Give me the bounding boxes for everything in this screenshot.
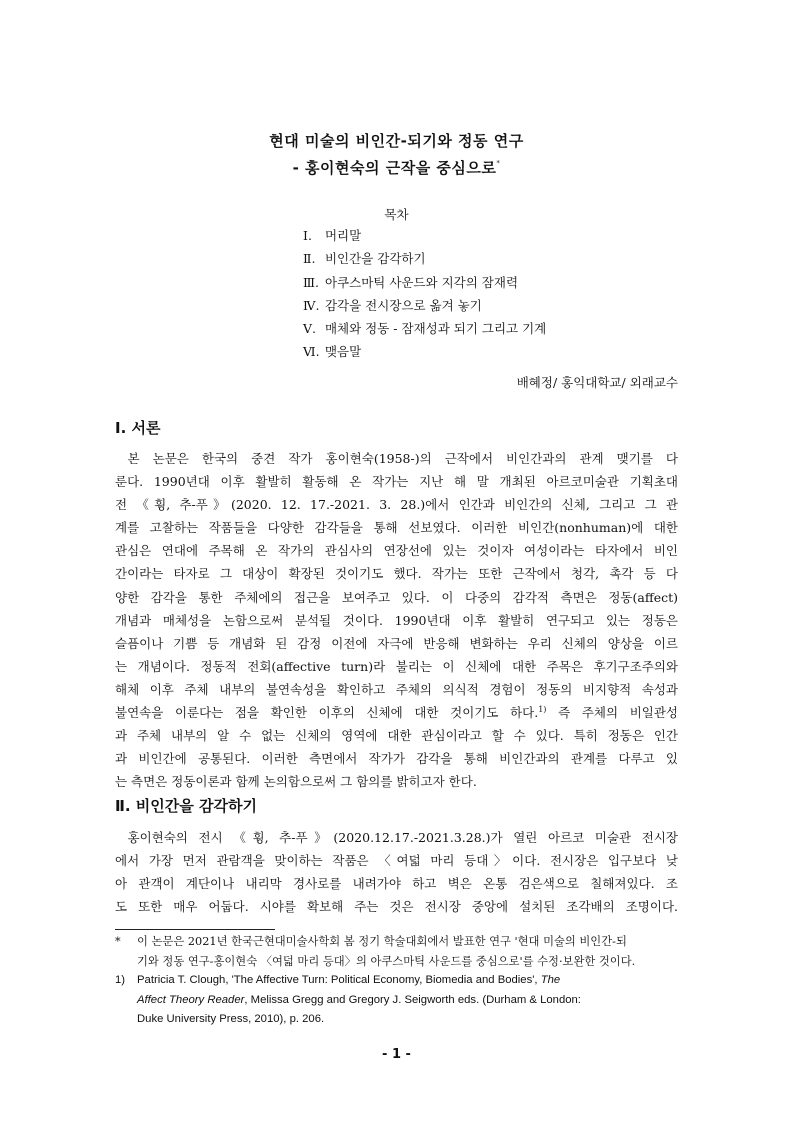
paragraph-line: 도 또한 매우 어둡다. 시야를 확보해 주는 것은 전시장 중앙에 설치된 조각배의 조명이다. [115, 899, 678, 915]
toc-label: 감각을 전시장으로 옮겨 놓기 [324, 297, 482, 313]
paper-subtitle [0, 157, 793, 178]
paragraph-line: 홍이현숙의 전시 《휭, 추-푸》(2020.12.17.-2021.3.28.)가 열린 아르코 미술관 전시장 [127, 830, 678, 845]
paragraph-line: 슬픔이나 기쁨 등 개념화 된 감정 이전에 자극에 반응해 변화하는 우리 신체의 양상을 이르 [115, 635, 678, 651]
line-text: 불연속을 이룬다는 점을 확인한 이후의 신체에 대한 것이기도 하다. [115, 705, 539, 721]
toc-item [303, 247, 546, 270]
paragraph-line [115, 701, 678, 724]
section-heading-introduction: Ⅰ. 서론 [115, 419, 161, 437]
paragraph-line: 룬다. 1990년대 이후 활발히 활동해 온 작가는 지난 해 말 개최된 아르코미술관 기획초대 [115, 474, 678, 490]
author-affiliation: 배혜정/ 홍익대학교/ 외래교수 [516, 375, 678, 390]
toc-item [303, 294, 546, 317]
footnote-line [115, 932, 678, 952]
toc-item [303, 224, 546, 247]
footnote-star [115, 932, 678, 971]
paragraph-line: 해체 이후 주체 내부의 불연속성을 확인하고 주체의 의식적 경험이 정동의 비지향적 속성과 [115, 681, 678, 697]
toc-title: 목차 [384, 207, 409, 222]
title-footnote-mark[interactable]: * [496, 159, 501, 167]
footnote-1 [115, 971, 678, 1030]
table-of-contents [303, 224, 546, 364]
toc-number: Ⅴ. [303, 321, 317, 337]
paragraph-line: 관심은 연대에 주목해 온 작가의 관심사의 연장선에 있는 것이자 여성이라는 타자에서 비인 [115, 543, 678, 559]
footnote-divider [115, 929, 275, 930]
paragraph-line: 는 측면은 정동이론과 함께 논의함으로써 그 함의를 밝히고자 한다. [115, 774, 477, 790]
toc-label: 비인간을 감각하기 [324, 251, 426, 267]
paragraph-line: 간이라는 타자로 그 대상이 확장된 것이기도 했다. 작가는 또한 근작에서 청각, 촉각 등 다 [115, 566, 678, 582]
paragraph-line: 양한 감각을 통한 주체에의 접근을 보여주고 있다. 이 다중의 감각적 측면은 정동(affect) [115, 589, 678, 605]
footnote-line [115, 991, 678, 1011]
section-heading-sensing-nonhuman: Ⅱ. 비인간을 감각하기 [115, 797, 257, 815]
footnote-book-title: Affect Theory Reader [137, 993, 245, 1006]
footnote-line: Duke University Press, 2010), p. 206. [137, 1013, 325, 1025]
toc-number: Ⅲ. [303, 274, 320, 290]
footnote-mark: 1) [115, 974, 126, 986]
toc-label: 매체와 정동 - 잠재성과 되기 그리고 기계 [324, 321, 547, 337]
footnote-text: , Melissa Gregg and Gregory J. Seigworth eds. (Durham & London: [244, 993, 581, 1006]
footnote-line: 기와 정동 연구-홍이현숙 〈여덟 마리 등대〉의 아쿠스마틱 사운드를 중심으로'를 수정·보완한 것이다. [137, 954, 636, 968]
footnote-text: Patricia T. Clough, 'The Affective Turn: Political Economy, Biomedia and Bodies', [137, 974, 541, 986]
paragraph-line: 아 관객이 계단이나 내리막 경사로를 내려가야 하고 벽은 온통 검은색으로 칠해져있다. 조 [115, 876, 678, 892]
footnote-ref-1[interactable]: 1) [538, 704, 547, 714]
toc-number: Ⅱ. [303, 251, 316, 267]
page-number: - 1 - [382, 1047, 411, 1062]
toc-label: 아쿠스마틱 사운드와 지각의 잠재력 [324, 274, 519, 290]
paragraph-line: 개념과 매체성을 논함으로써 분석될 것이다. 1990년대 이후 활발히 연구되고 있는 정동은 [115, 612, 678, 628]
section-body-introduction [115, 447, 678, 793]
paper-title: 현대 미술의 비인간-되기와 정동 연구 [269, 132, 524, 150]
subtitle-text: - 홍이현숙의 근작을 중심으로 [292, 159, 497, 177]
toc-item [303, 271, 546, 294]
footnote-book-title: The [540, 974, 561, 986]
paragraph-line: 과 비인간에 공통된다. 이러한 측면에서 작가가 감각을 통해 비인간과의 관계를 다루고 있 [115, 751, 678, 767]
paragraph-line: 는 개념이다. 정동적 전회(affective turn)라 불리는 이 신체에 대한 주목은 후기구조주의와 [115, 658, 678, 674]
paragraph-line: 에서 가장 먼저 관람객을 맞이하는 작품은 〈여덟 마리 등대〉이다. 전시장은 입구보다 낮 [115, 853, 678, 869]
footnote-line [115, 971, 678, 991]
footnote-text: 이 논문은 2021년 한국근현대미술사학회 봄 정기 학술대회에서 발표한 연구 '현대 미술의 비인간-되 [137, 935, 627, 948]
toc-item [303, 340, 546, 363]
toc-number: Ⅵ. [303, 344, 320, 360]
line-text-tail: 즉 주체의 비일관성 [546, 705, 678, 721]
paragraph-line: 전 《휭, 추-푸》(2020. 12. 17.-2021. 3. 28.)에서 인간과 비인간의 신체, 그리고 그 관 [115, 497, 678, 513]
footnote-mark: * [115, 935, 121, 948]
toc-number: Ⅳ. [303, 297, 320, 313]
toc-label: 머리말 [324, 228, 362, 243]
section-body-sensing-nonhuman [115, 826, 678, 918]
toc-label: 맺음말 [324, 344, 362, 360]
paragraph-line: 본 논문은 한국의 중견 작가 홍이현숙(1958-)의 근작에서 비인간과의 관계 맺기를 다 [127, 451, 678, 466]
paragraph-line: 과 주체 내부의 알 수 없는 신체의 영역에 대한 관심이라고 할 수 있다. 특히 정동은 인간 [115, 728, 678, 744]
toc-item [303, 317, 546, 340]
toc-number: Ⅰ. [303, 228, 312, 243]
paragraph-line: 계를 고찰하는 작품들을 다양한 감각들을 통해 선보였다. 이러한 비인간(nonhuman)에 대한 [115, 520, 678, 536]
